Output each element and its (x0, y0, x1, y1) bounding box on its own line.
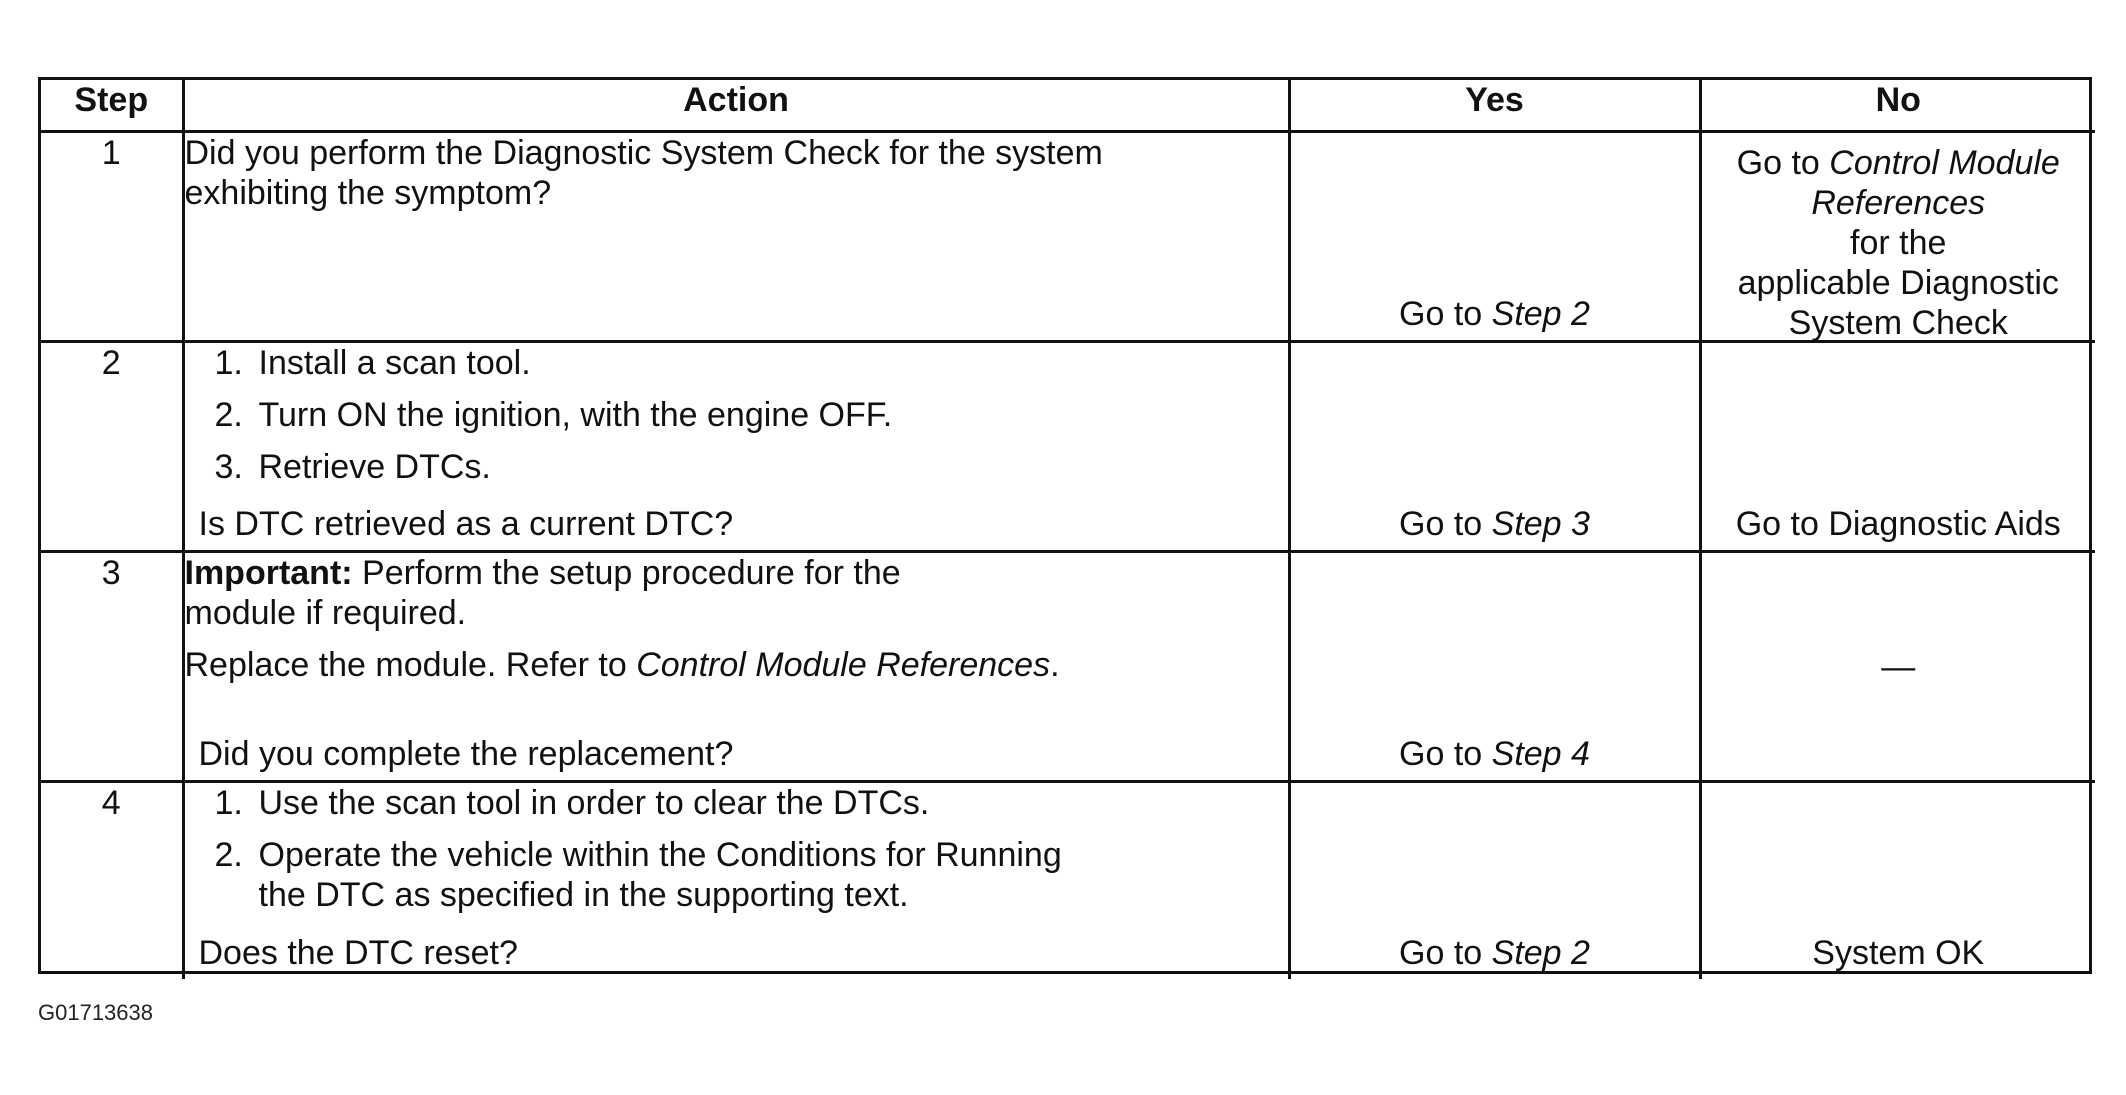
yes-step-link: Step 4 (1491, 735, 1590, 773)
table-row (41, 342, 2095, 552)
table-row (41, 132, 2095, 342)
no-suffix-line-1: for the (1850, 224, 1947, 262)
no-cell (1700, 132, 2095, 342)
yes-instruction (1291, 504, 1699, 544)
table-row (41, 552, 2095, 782)
list-item (185, 447, 1288, 487)
list-item-number: 2. (214, 836, 243, 874)
action-cell (183, 782, 1289, 979)
step-number: 1 (41, 132, 183, 342)
yes-instruction (1291, 294, 1699, 334)
no-instruction: System OK (1812, 933, 1985, 972)
action-cell (183, 342, 1289, 552)
header-step: Step (41, 80, 183, 132)
step-number: 4 (41, 782, 183, 979)
replace-reference-link: Control Module References (636, 646, 1051, 684)
list-item-text: Use the scan tool in order to clear the DTCs. (258, 784, 930, 822)
action-question: Does the DTC reset? (198, 933, 518, 972)
no-cell (1700, 342, 2095, 552)
list-item (185, 835, 1288, 915)
yes-instruction (1291, 933, 1699, 973)
no-instruction (1710, 143, 2088, 343)
list-item-number: 1. (214, 784, 243, 822)
yes-step-link: Step 2 (1491, 933, 1590, 972)
yes-cell (1289, 782, 1700, 979)
yes-instruction (1291, 734, 1699, 774)
no-reference-link: Control Module References (1811, 144, 2060, 222)
replace-prefix: Replace the module. Refer to (184, 646, 637, 684)
replace-instruction (185, 645, 1288, 685)
diagnostic-table (41, 80, 2095, 979)
yes-cell (1289, 132, 1700, 342)
yes-prefix: Go to (1399, 505, 1492, 543)
action-question: Did you complete the replacement? (198, 735, 734, 773)
no-suffix-line-2: applicable Diagnostic (1737, 264, 2059, 302)
list-item-text: Turn ON the ignition, with the engine OFF. (258, 396, 893, 434)
header-row (41, 80, 2095, 132)
no-instruction: Go to Diagnostic Aids (1735, 505, 2061, 543)
list-item-text: Install a scan tool. (258, 344, 531, 382)
header-yes: Yes (1289, 80, 1700, 132)
list-item (185, 343, 1288, 383)
list-item-number: 2. (214, 396, 243, 434)
list-item-text: Operate the vehicle within the Conditions for Running the DTC as specified in the supporting text. (258, 836, 1062, 914)
important-note (185, 553, 1288, 633)
no-cell (1700, 782, 2095, 979)
action-text: Did you perform the Diagnostic System Check for the system exhibiting the symptom? (184, 134, 1103, 212)
no-instruction: — (1881, 647, 1916, 686)
no-cell (1700, 552, 2095, 782)
important-text: Perform the setup procedure for the module if required. (184, 554, 901, 632)
diagnostic-table-frame (38, 77, 2092, 974)
yes-step-link: Step 2 (1491, 295, 1590, 333)
yes-step-link: Step 3 (1491, 505, 1590, 543)
replace-suffix: . (1050, 646, 1060, 684)
list-item (185, 783, 1288, 823)
header-no: No (1700, 80, 2095, 132)
list-item-text: Retrieve DTCs. (258, 448, 491, 486)
yes-cell (1289, 552, 1700, 782)
step-number: 3 (41, 552, 183, 782)
yes-prefix: Go to (1399, 933, 1492, 972)
no-prefix: Go to (1736, 144, 1830, 182)
step-number: 2 (41, 342, 183, 552)
important-label: Important: (184, 554, 353, 592)
list-item-number: 3. (214, 448, 243, 486)
figure-id: G01713638 (38, 1000, 153, 1025)
yes-prefix: Go to (1399, 735, 1492, 773)
action-cell (183, 552, 1289, 782)
no-suffix-line-3: System Check (1788, 304, 2008, 342)
action-question: Is DTC retrieved as a current DTC? (198, 505, 734, 543)
header-action: Action (183, 80, 1289, 132)
yes-cell (1289, 342, 1700, 552)
table-row (41, 782, 2095, 979)
list-item (185, 395, 1288, 435)
action-cell (183, 132, 1289, 342)
yes-prefix: Go to (1399, 295, 1492, 333)
list-item-number: 1. (214, 344, 243, 382)
